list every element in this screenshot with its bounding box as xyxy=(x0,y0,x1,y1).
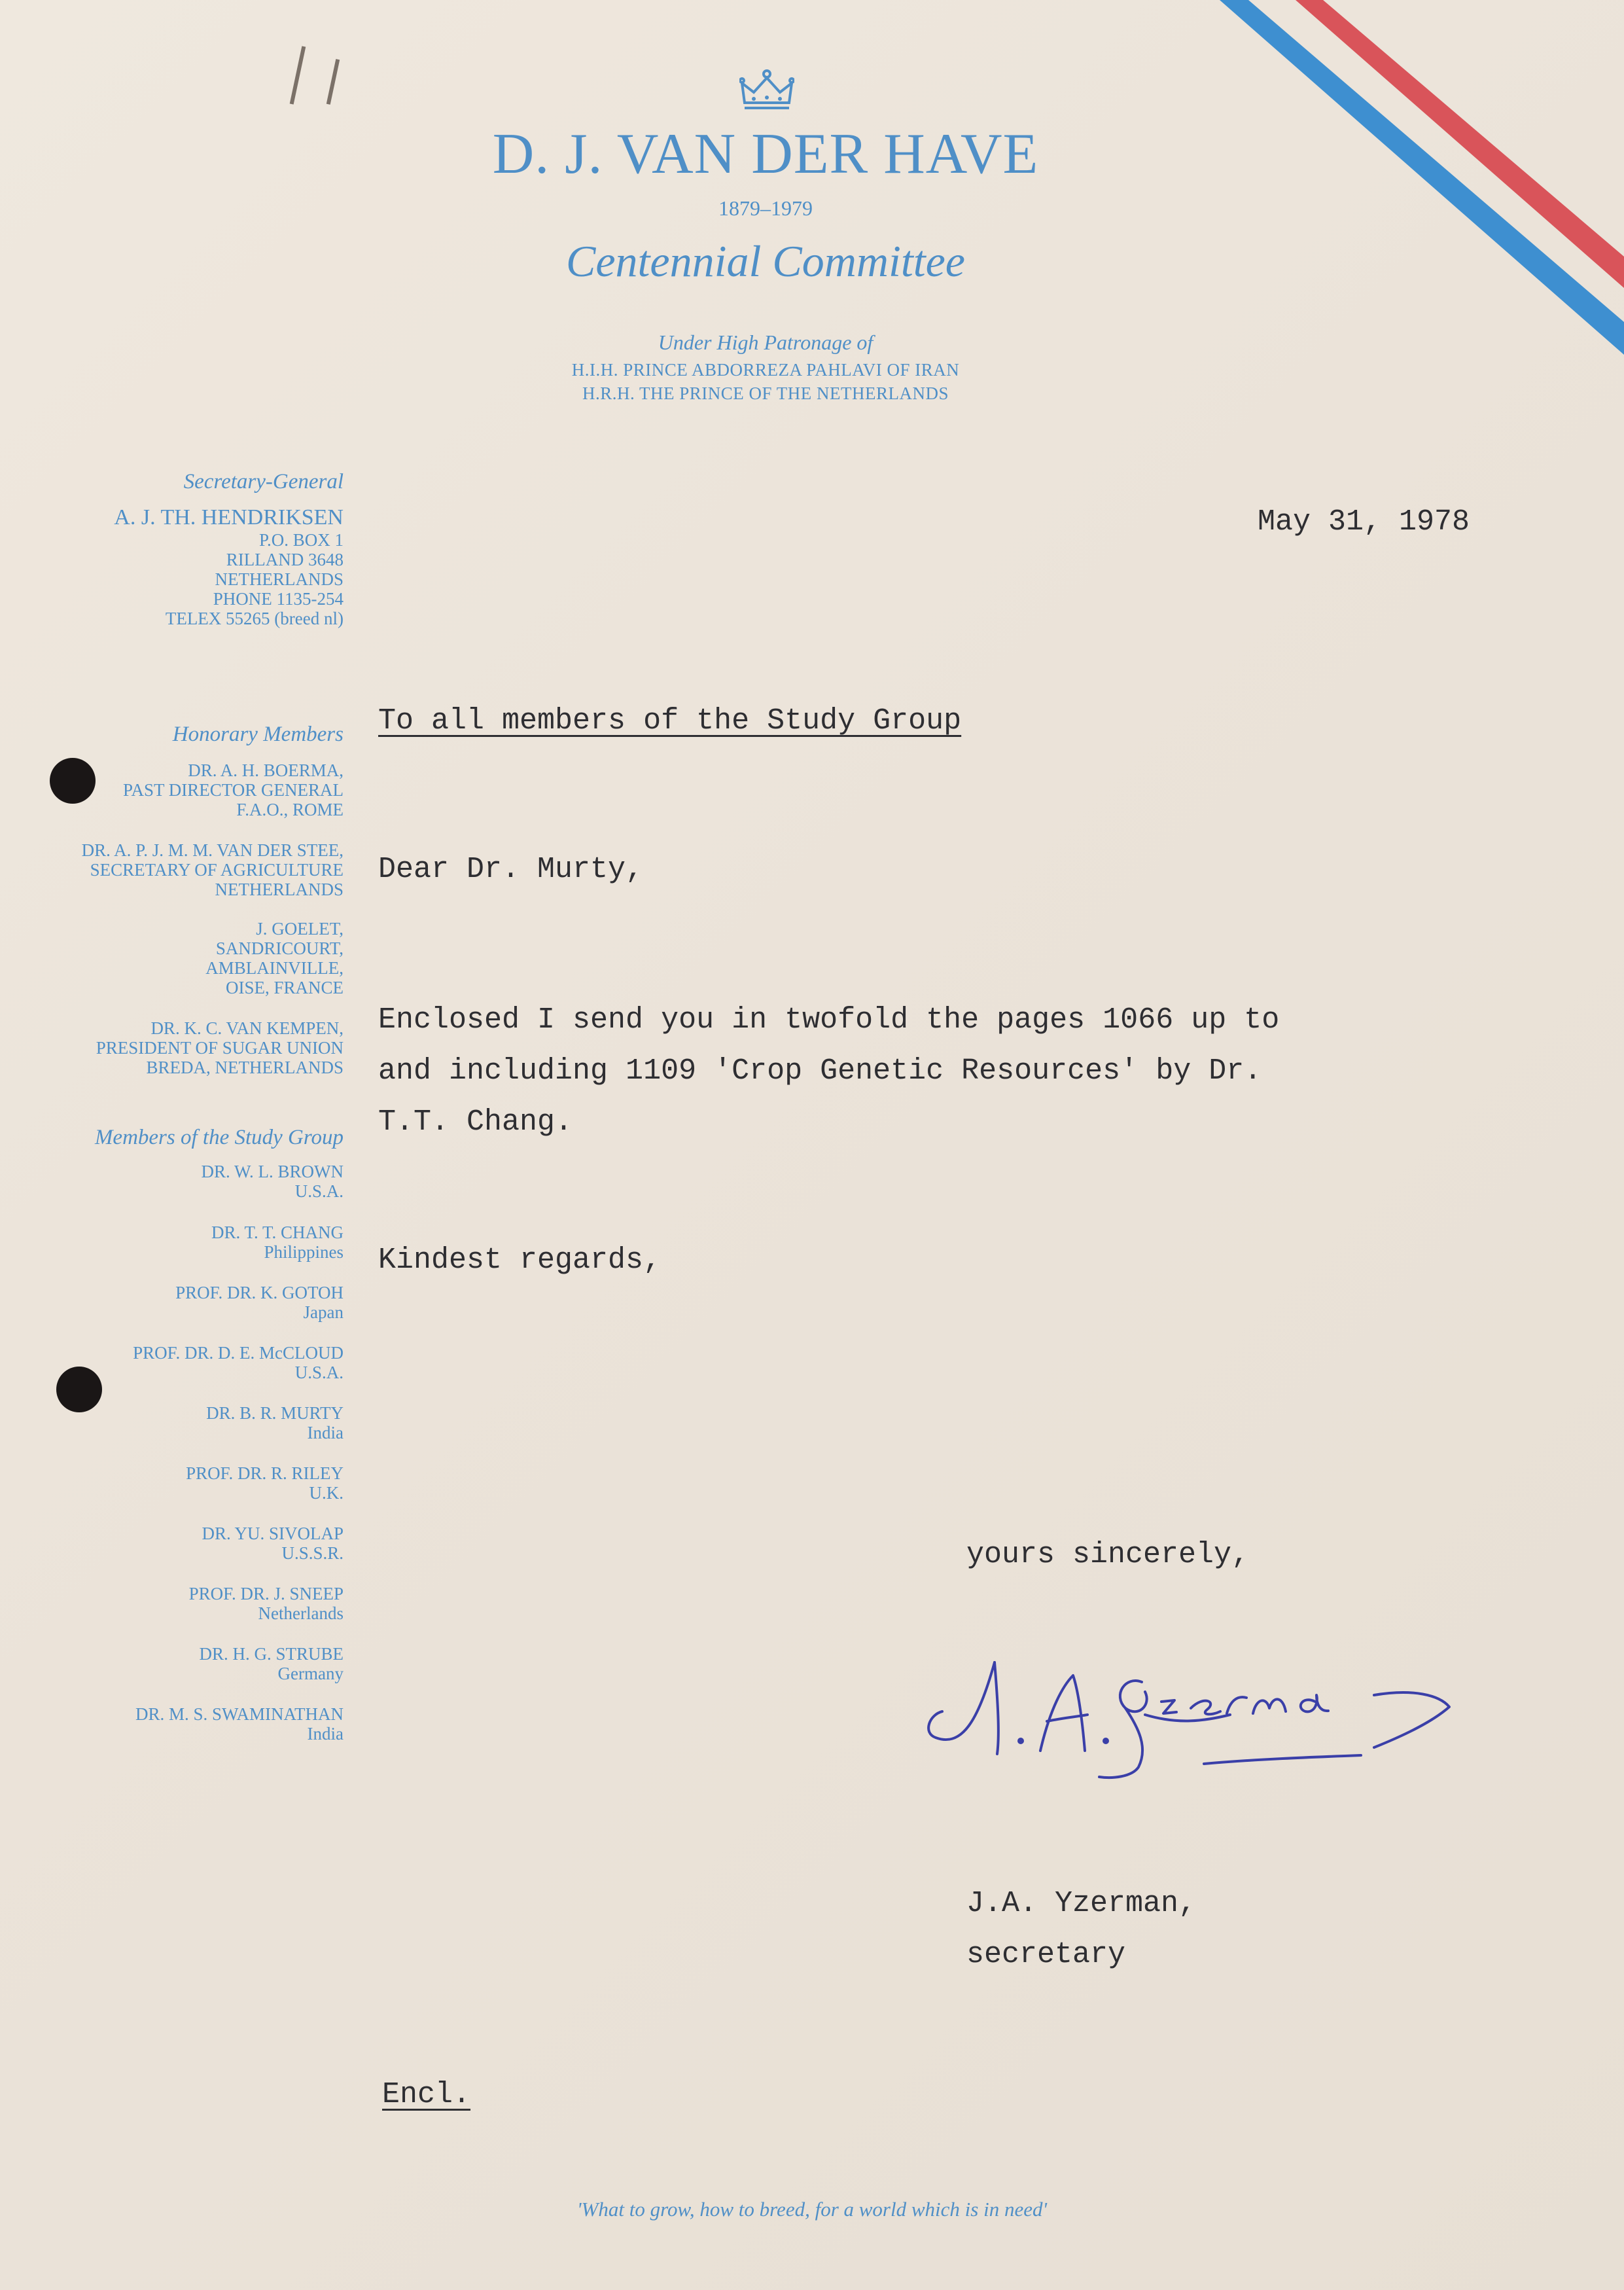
member-detail: PAST DIRECTOR GENERAL xyxy=(122,780,344,800)
paper-mark xyxy=(290,46,306,104)
address-line: P.O. BOX 1 xyxy=(258,530,344,550)
address-line: NETHERLANDS xyxy=(215,569,344,589)
study-group-member xyxy=(0,1162,344,1201)
recipient-line: To all members of the Study Group xyxy=(378,704,962,738)
honorary-member xyxy=(0,840,344,899)
study-group-member xyxy=(0,1463,344,1503)
member-country: Philippines xyxy=(264,1242,344,1262)
secretary-general-name: A. J. TH. HENDRIKSEN xyxy=(114,505,344,529)
letter-date: May 31, 1978 xyxy=(1258,505,1470,539)
member-detail: AMBLAINVILLE, xyxy=(205,958,344,978)
member-name: DR. A. H. BOERMA, xyxy=(188,760,344,780)
study-group-member xyxy=(0,1644,344,1683)
crown-icon xyxy=(739,69,794,115)
member-name: DR. A. P. J. M. M. VAN DER STEE, xyxy=(81,840,344,860)
member-detail: SECRETARY OF AGRICULTURE xyxy=(90,860,344,880)
member-name: PROF. DR. K. GOTOH xyxy=(175,1283,344,1302)
member-country: India xyxy=(307,1724,344,1744)
member-name: DR. K. C. VAN KEMPEN, xyxy=(150,1018,344,1038)
member-country: U.S.S.R. xyxy=(281,1543,344,1563)
secretary-general-label: Secretary-General xyxy=(183,470,344,493)
member-detail: PRESIDENT OF SUGAR UNION xyxy=(96,1038,344,1058)
salutation: Dear Dr. Murty, xyxy=(378,853,644,886)
study-group-member xyxy=(0,1283,344,1322)
study-group-member xyxy=(0,1403,344,1442)
address-line: TELEX 55265 (breed nl) xyxy=(165,609,344,628)
address-line: PHONE 1135-254 xyxy=(213,589,344,609)
member-name: DR. W. L. BROWN xyxy=(201,1162,344,1181)
company-name: D. J. VAN DER HAVE xyxy=(492,122,1039,186)
signer-title: secretary xyxy=(966,1938,1126,1971)
body-line: T.T. Chang. xyxy=(378,1105,573,1139)
member-country: India xyxy=(307,1423,344,1442)
study-group-member xyxy=(0,1584,344,1623)
regards: Kindest regards, xyxy=(378,1243,662,1277)
punch-hole xyxy=(56,1367,102,1412)
member-name: DR. YU. SIVOLAP xyxy=(202,1524,344,1543)
committee-title: Centennial Committee xyxy=(565,236,965,286)
member-country: Germany xyxy=(277,1664,344,1683)
company-years: 1879–1979 xyxy=(718,196,813,220)
member-detail: BREDA, NETHERLANDS xyxy=(146,1058,344,1077)
member-detail: SANDRICOURT, xyxy=(215,939,344,958)
footer-motto: 'What to grow, how to breed, for a world which is in need' xyxy=(576,2198,1048,2221)
member-name: DR. B. R. MURTY xyxy=(206,1403,344,1423)
study-group-member xyxy=(0,1343,344,1382)
handwritten-signature xyxy=(916,1630,1557,1793)
member-name: DR. T. T. CHANG xyxy=(211,1223,344,1242)
study-group-member xyxy=(0,1704,344,1744)
member-name: DR. H. G. STRUBE xyxy=(199,1644,344,1664)
signer-block xyxy=(966,1878,1196,1980)
signer-name: J.A. Yzerman, xyxy=(966,1887,1197,1920)
honorary-members-label: Honorary Members xyxy=(172,723,344,746)
closing: yours sincerely, xyxy=(966,1538,1250,1571)
member-country: U.S.A. xyxy=(294,1181,344,1201)
enclosure-note: Encl. xyxy=(382,2078,471,2111)
member-country: Japan xyxy=(303,1302,344,1322)
member-detail: OISE, FRANCE xyxy=(225,978,344,997)
member-name: PROF. DR. R. RILEY xyxy=(186,1463,344,1483)
member-country: Netherlands xyxy=(258,1603,344,1623)
body-line: Enclosed I send you in twofold the pages 1066 up to xyxy=(378,1003,1280,1037)
address-line: RILLAND 3648 xyxy=(226,550,344,569)
member-detail: F.A.O., ROME xyxy=(236,800,344,819)
patron-line: H.I.H. PRINCE ABDORREZA PAHLAVI OF IRAN xyxy=(571,360,960,380)
honorary-member xyxy=(0,919,344,997)
member-name: PROF. DR. J. SNEEP xyxy=(188,1584,344,1603)
address-block xyxy=(0,530,344,628)
letter-body xyxy=(378,995,1279,1148)
study-group-member xyxy=(0,1524,344,1563)
paper-mark xyxy=(327,59,340,105)
member-country: U.S.A. xyxy=(294,1363,344,1382)
body-line: and including 1109 'Crop Genetic Resources' by Dr. xyxy=(378,1054,1262,1088)
punch-hole xyxy=(50,758,96,804)
member-name: PROF. DR. D. E. McCLOUD xyxy=(133,1343,344,1363)
member-country: U.K. xyxy=(309,1483,344,1503)
patronage-intro: Under High Patronage of xyxy=(658,331,874,354)
patron-line: H.R.H. THE PRINCE OF THE NETHERLANDS xyxy=(582,384,949,403)
honorary-member xyxy=(0,1018,344,1077)
member-detail: NETHERLANDS xyxy=(215,880,344,899)
study-group-member xyxy=(0,1223,344,1262)
member-name: DR. M. S. SWAMINATHAN xyxy=(135,1704,344,1724)
member-name: J. GOELET, xyxy=(256,919,344,939)
study-group-label: Members of the Study Group xyxy=(94,1126,344,1149)
